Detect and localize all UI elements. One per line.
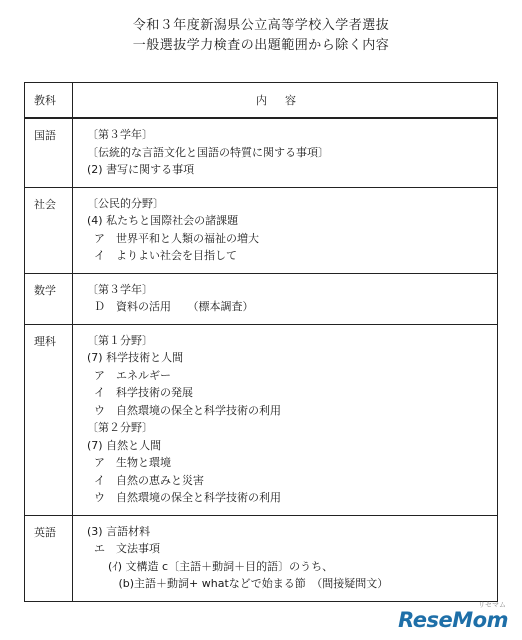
content-cell bbox=[73, 118, 498, 187]
logo-text: ReseMom bbox=[398, 608, 508, 632]
content-line: ウ 自然環境の保全と科学技術の利用 bbox=[87, 403, 281, 417]
content-cell bbox=[73, 324, 498, 515]
content-line: (7) 科学技術と人間 bbox=[87, 351, 184, 364]
content-line: ア 生物と環境 bbox=[87, 456, 171, 469]
document-title-line1: 令和３年度新潟県公立高等学校入学者選抜 bbox=[132, 18, 390, 33]
content-line: イ よりよい社会を目指して bbox=[87, 249, 237, 262]
subject-cell: 理科 bbox=[25, 324, 73, 515]
content-cell bbox=[73, 273, 498, 324]
content-line: ア 世界平和と人類の福祉の増大 bbox=[87, 231, 259, 245]
content-line: エ 文法事項 bbox=[87, 542, 160, 555]
content-line: (7) 自然と人間 bbox=[87, 438, 162, 452]
content-line: 〔伝統的な言語文化と国語の特質に関する事項〕 bbox=[87, 145, 329, 159]
document-title-line2: 一般選抜学力検査の出題範囲から除く内容 bbox=[132, 38, 390, 53]
logo-subtext: リセマム bbox=[478, 601, 506, 609]
content-line: 〔公民的分野〕 bbox=[87, 196, 164, 210]
content-line: (4) 私たちと国際社会の諸課題 bbox=[87, 214, 239, 227]
table-row bbox=[25, 187, 498, 273]
content-line: ウ 自然環境の保全と科学技術の利用 bbox=[87, 491, 281, 504]
table-row bbox=[25, 118, 498, 187]
content-cell bbox=[73, 187, 498, 273]
table-row bbox=[25, 273, 498, 324]
content-line: 〔第３学年〕 bbox=[87, 282, 153, 296]
table-header-row bbox=[25, 83, 498, 119]
exclusion-table bbox=[24, 82, 498, 602]
content-line: (2) 書写に関する事項 bbox=[87, 163, 195, 176]
table-row bbox=[25, 324, 498, 515]
content-line: 〔第２分野〕 bbox=[87, 421, 153, 434]
header-subject: 教科 bbox=[25, 83, 73, 119]
subject-cell: 英語 bbox=[25, 515, 73, 601]
table-row bbox=[25, 515, 498, 601]
content-line: 〔第３学年〕 bbox=[87, 128, 153, 141]
content-line: Ｄ 資料の活用 （標本調査） bbox=[87, 300, 254, 313]
content-line: イ 自然の恵みと災害 bbox=[87, 473, 204, 487]
resemom-logo bbox=[398, 601, 508, 632]
subject-cell: 社会 bbox=[25, 187, 73, 273]
content-cell bbox=[73, 515, 498, 601]
content-line: (b)主語＋動詞+ whatなどで始まる節 （間接疑問文） bbox=[87, 577, 389, 590]
subject-cell: 国語 bbox=[25, 118, 73, 187]
content-line: イ 科学技術の発展 bbox=[87, 386, 193, 399]
content-line: (ｲ) 文構造 c〔主語＋動詞＋目的語〕のうち、 bbox=[87, 559, 334, 573]
subject-cell: 数学 bbox=[25, 273, 73, 324]
content-line: 〔第１分野〕 bbox=[87, 333, 153, 347]
header-content: 内容 bbox=[256, 94, 314, 107]
content-line: (3) 言語材料 bbox=[87, 524, 151, 538]
content-line: ア エネルギー bbox=[87, 368, 171, 382]
